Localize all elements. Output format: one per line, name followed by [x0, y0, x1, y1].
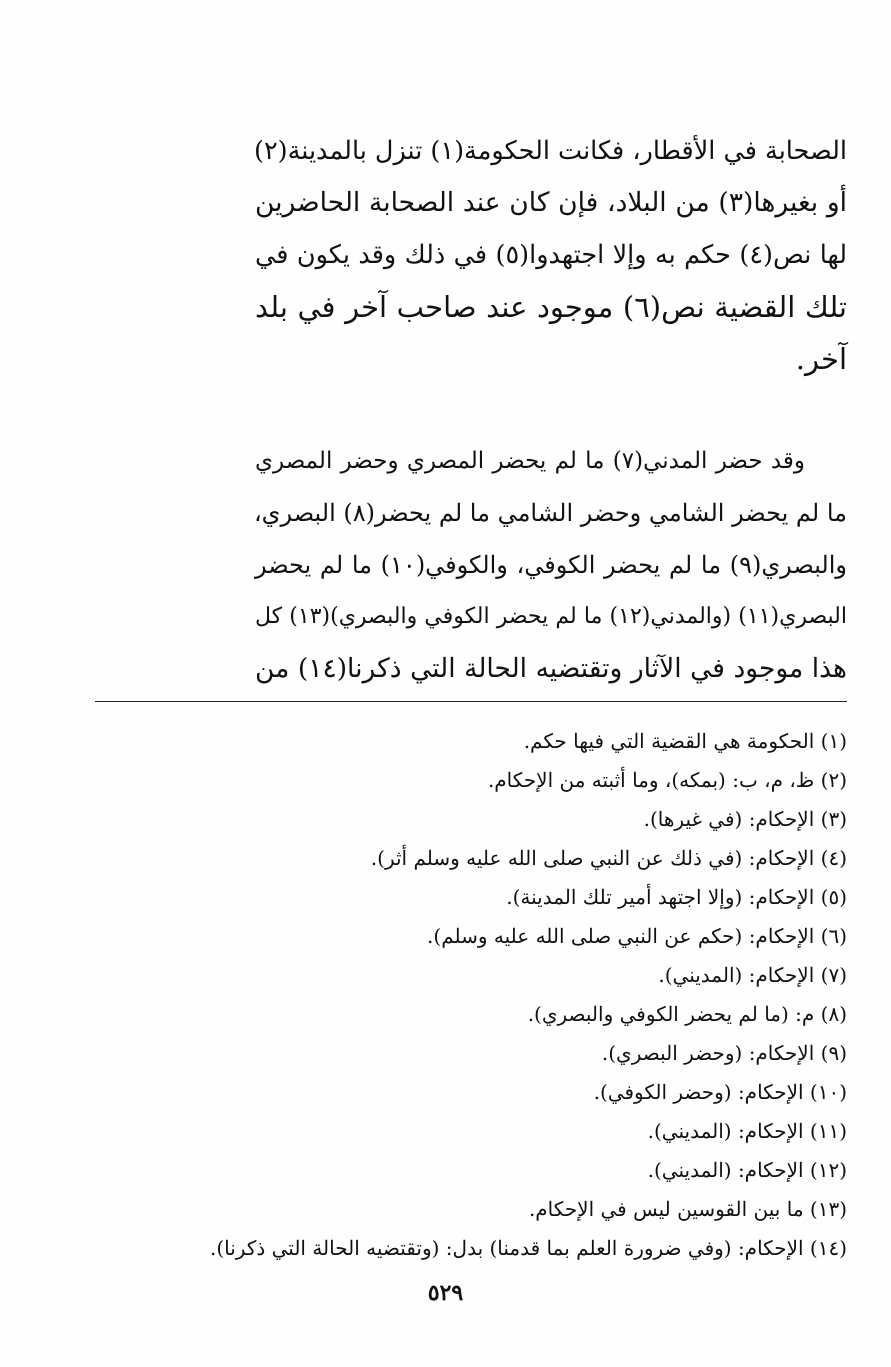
text-line: الصحابة في الأقطار، فكانت الحكومة(١) تنزل بالمدينة(٢): [253, 136, 847, 166]
footnote: (١٠) الإحكام: (وحضر الكوفي).: [593, 1080, 847, 1104]
text-line: البصري(١١) (والمدني(١٢) ما لم يحضر الكوفي والبصري)(١٣) كل: [255, 604, 847, 629]
footnote-divider: [95, 701, 847, 702]
footnote: (١٢) الإحكام: (المديني).: [647, 1158, 847, 1182]
main-text: [255, 125, 847, 695]
text-line: ما لم يحضر الشامي وحضر الشامي ما لم يحضر(٨) البصري،: [253, 499, 847, 527]
footnote: (٦) الإحكام: (حكم عن النبي صلى الله عليه وسلم).: [427, 924, 847, 948]
footnote: (٣) الإحكام: (في غيرها).: [643, 807, 847, 831]
footnote: (٤) الإحكام: (في ذلك عن النبي صلى الله عليه وسلم أثر).: [370, 846, 847, 870]
paragraph-gap: [255, 385, 847, 435]
text-line: لها نص(٤) حكم به وإلا اجتهدوا(٥) في ذلك وقد يكون في: [255, 240, 848, 270]
text-line: والبصري(٩) ما لم يحضر الكوفي، والكوفي(١٠) ما لم يحضر: [255, 551, 847, 579]
footnote: (١١) الإحكام: (المديني).: [647, 1119, 847, 1143]
footnotes: [95, 722, 847, 1268]
text-line: أو بغيرها(٣) من البلاد، فإن كان عند الصحابة الحاضرين: [255, 187, 848, 218]
text-line: هذا موجود في الآثار وتقتضيه الحالة التي ذكرنا(١٤) من: [255, 653, 847, 684]
text-line: وقد حضر المدني(٧) ما لم يحضر المصري وحضر المصري: [255, 448, 805, 474]
footnote: (٨) م: (ما لم يحضر الكوفي والبصري).: [527, 1002, 847, 1026]
footnote: (١) الحكومة هي القضية التي فيها حكم.: [523, 729, 847, 753]
footnote: (١٤) الإحكام: (وفي ضرورة العلم بما قدمنا) بدل: (وتقتضيه الحالة التي ذكرنا).: [209, 1236, 847, 1260]
text-line: آخر.: [795, 342, 847, 376]
footnote: (١٣) ما بين القوسين ليس في الإحكام.: [528, 1197, 847, 1221]
footnote: (٥) الإحكام: (وإلا اجتهد أمير تلك المدينة).: [506, 885, 847, 909]
footnote: (٢) ظ، م، ب: (بمكه)، وما أثبته من الإحكام.: [487, 768, 847, 792]
footnote: (٩) الإحكام: (وحضر البصري).: [601, 1041, 847, 1065]
page-number: ٥٢٩: [427, 1280, 464, 1306]
text-line: تلك القضية نص(٦) موجود عند صاحب آخر في بلد: [255, 290, 847, 324]
footnote: (٧) الإحكام: (المديني).: [658, 963, 847, 987]
